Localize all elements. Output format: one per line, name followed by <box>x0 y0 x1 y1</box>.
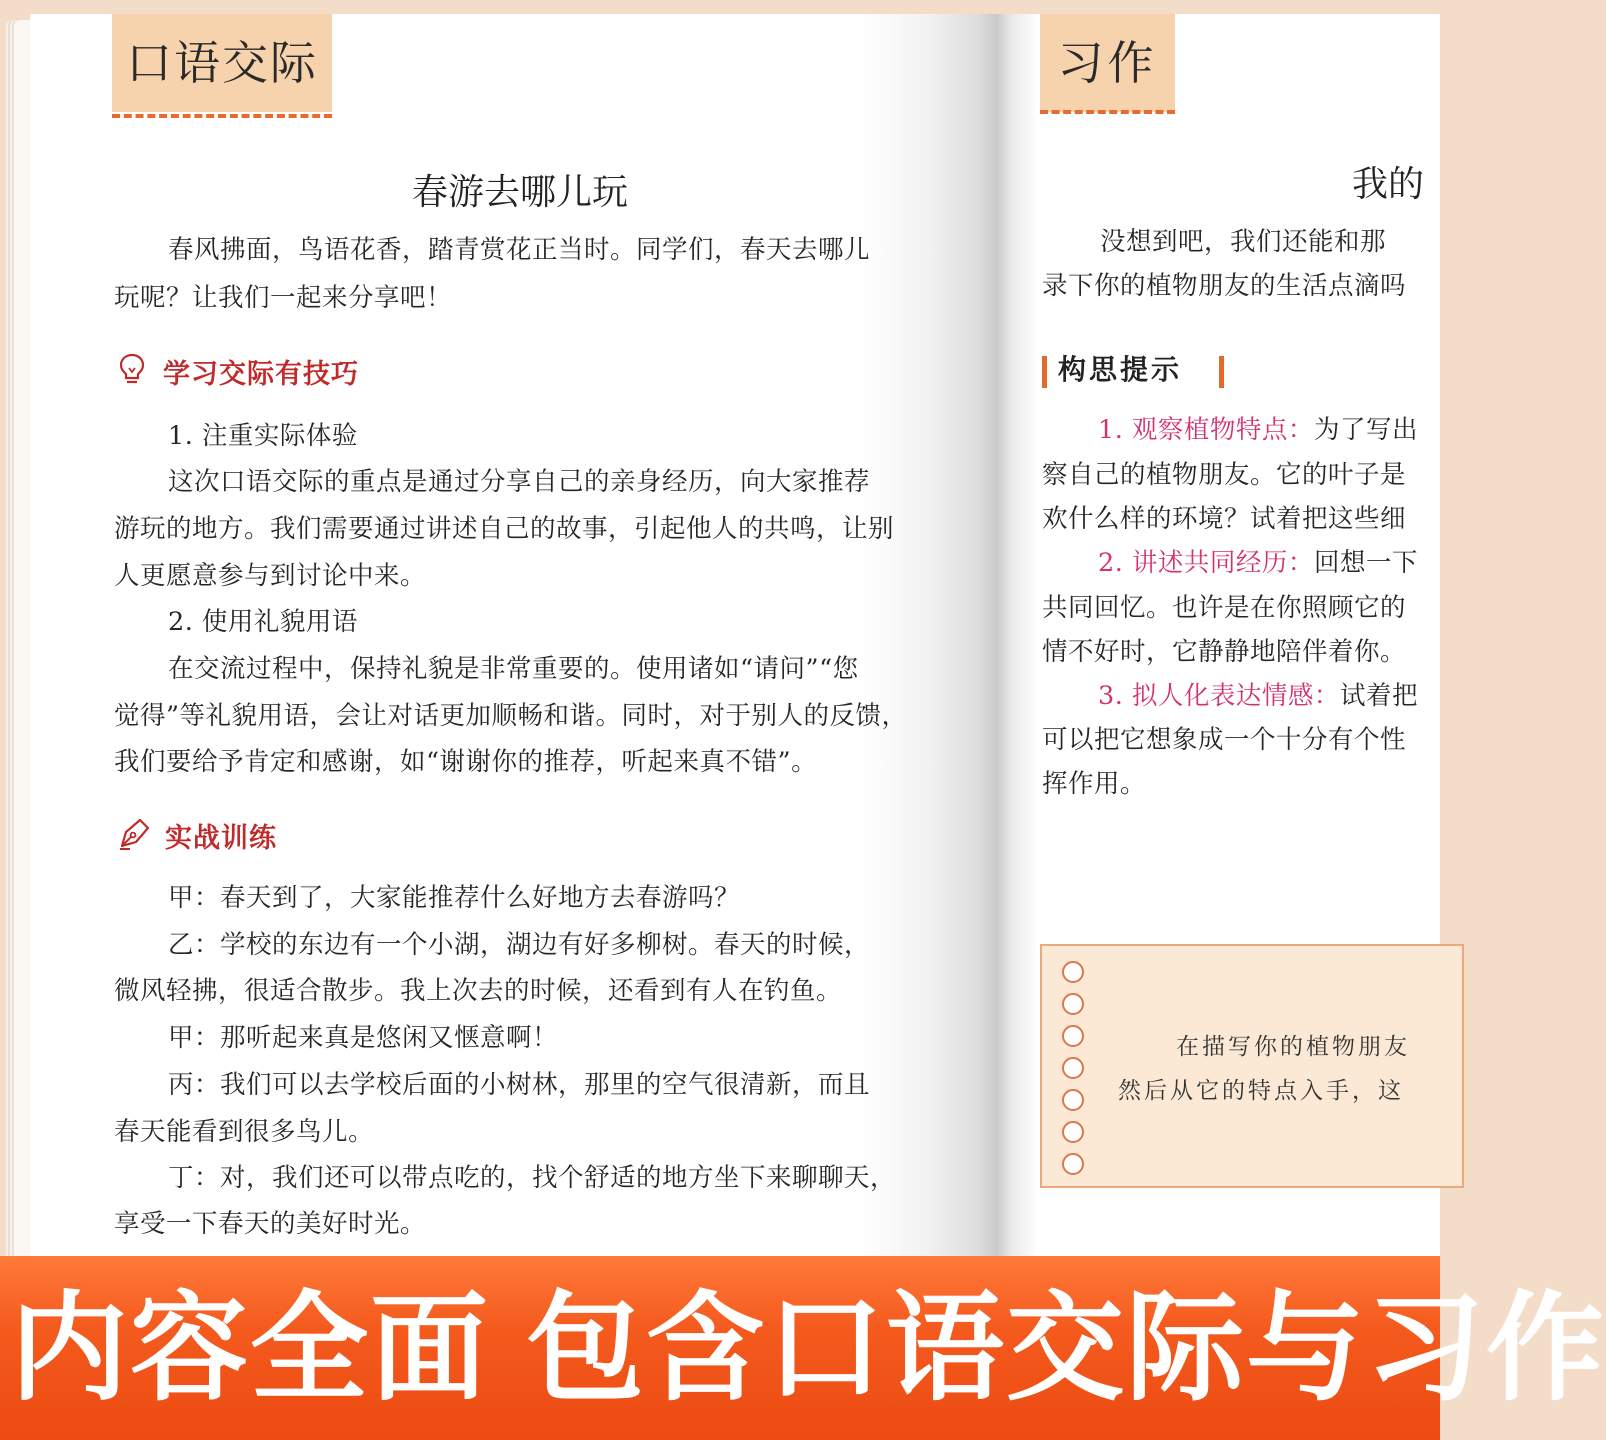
hint3-label: 3. 拟人化表达情感： <box>1098 681 1340 711</box>
note-ring-icon <box>1062 1089 1084 1111</box>
right-intro-line-2: 录下你的植物朋友的生活点滴吗 <box>1042 271 1407 301</box>
hint1-line-2: 察自己的植物朋友。它的叶子是 <box>1042 460 1407 490</box>
left-intro-line-2: 玩呢？让我们一起来分享吧！ <box>114 283 453 313</box>
hint2-line-2: 共同回忆。也许是在你照顾它的 <box>1042 593 1407 623</box>
hint2-label: 2. 讲述共同经历： <box>1098 548 1314 578</box>
hint2-rest: 回想一下 <box>1313 548 1418 578</box>
left-intro-line-1: 春风拂面，鸟语花香，踏青赏花正当时。同学们，春天去哪儿 <box>168 235 871 265</box>
tip1-line-2: 游玩的地方。我们需要通过讲述自己的故事，引起他人的共鸣，让别 <box>114 514 895 544</box>
note-ring-icon <box>1062 1121 1084 1143</box>
hint1-rest: 为了写出 <box>1313 415 1418 445</box>
promo-banner-text <box>10 1278 1606 1418</box>
dialogue-line-6: 春天能看到很多鸟儿。 <box>114 1117 375 1147</box>
dialogue-line-5: 丙：我们可以去学校后面的小树林，那里的空气很清新，而且 <box>168 1070 871 1100</box>
hint2-line-3: 情不好时，它静静地陪伴着你。 <box>1042 637 1407 667</box>
hint1-line-3: 欢什么样的环境？试着把这些细 <box>1042 504 1407 534</box>
lightbulb-icon <box>118 352 146 386</box>
right-tag-divider <box>1040 110 1175 114</box>
left-page-title: 春游去哪儿玩 <box>411 172 628 213</box>
tip2-title: 2. 使用礼貌用语 <box>168 607 358 637</box>
tips-heading: 学习交际有技巧 <box>163 359 359 390</box>
left-section-tag: 口语交际 <box>112 14 332 112</box>
tip2-line-3: 我们要给予肯定和感谢，如“谢谢你的推荐，听起来真不错”。 <box>114 747 818 777</box>
hint3-rest: 试着把 <box>1339 681 1418 711</box>
dialogue-line-1: 甲：春天到了，大家能推荐什么好地方去春游吗？ <box>168 883 741 913</box>
note-ring-icon <box>1062 1057 1084 1079</box>
right-section-tag: 习作 <box>1040 14 1175 112</box>
hint-bar-right <box>1219 356 1224 388</box>
hint-bar-left <box>1042 356 1047 388</box>
banner-text-part2: 包含口语交际与习作 <box>526 1279 1606 1417</box>
hint3-line-3: 挥作用。 <box>1042 769 1147 799</box>
dialogue-line-8: 享受一下春天的美好时光。 <box>114 1209 427 1239</box>
hint3-line-2: 可以把它想象成一个十分有个性 <box>1042 725 1407 755</box>
tip1-title: 1. 注重实际体验 <box>168 421 358 451</box>
left-tag-divider <box>112 114 332 118</box>
right-page-title: 我的 <box>1352 164 1425 205</box>
banner-text-part1: 内容全面 <box>10 1279 491 1417</box>
pen-nib-icon <box>116 816 152 852</box>
note-ring-icon <box>1062 993 1084 1015</box>
dialogue-line-2: 乙：学校的东边有一个小湖，湖边有好多柳树。春天的时候， <box>168 930 871 960</box>
hint1-label: 1. 观察植物特点： <box>1098 415 1314 445</box>
practice-heading: 实战训练 <box>165 823 277 854</box>
note-ring-icon <box>1062 1025 1084 1047</box>
note-ring-icon <box>1062 961 1084 983</box>
hint3-line-1 <box>1098 676 1418 712</box>
hint-heading: 构思提示 <box>1058 353 1183 386</box>
note-box <box>1040 944 1464 1188</box>
tip2-line-2: 觉得”等礼貌用语，会让对话更加顺畅和谐。同时，对于别人的反馈， <box>114 701 908 731</box>
dialogue-line-4: 甲：那听起来真是悠闲又惬意啊！ <box>168 1023 559 1053</box>
note-line-2: 然后从它的特点入手，这 <box>1118 1078 1404 1104</box>
hint1-line-1 <box>1098 410 1418 446</box>
tip2-line-1: 在交流过程中，保持礼貌是非常重要的。使用诸如“请问”“您 <box>168 654 859 684</box>
dialogue-line-3: 微风轻拂，很适合散步。我上次去的时候，还看到有人在钓鱼。 <box>114 976 843 1006</box>
dialogue-line-7: 丁：对，我们还可以带点吃的，找个舒适的地方坐下来聊聊天， <box>168 1163 897 1193</box>
note-ring-icon <box>1062 1153 1084 1175</box>
tip1-line-1: 这次口语交际的重点是通过分享自己的亲身经历，向大家推荐 <box>168 467 871 497</box>
tip1-line-3: 人更愿意参与到讨论中来。 <box>114 561 427 591</box>
right-intro-line-1: 没想到吧，我们还能和那 <box>1100 227 1387 257</box>
hint2-line-1 <box>1098 543 1418 579</box>
note-line-1: 在描写你的植物朋友 <box>1176 1034 1410 1060</box>
